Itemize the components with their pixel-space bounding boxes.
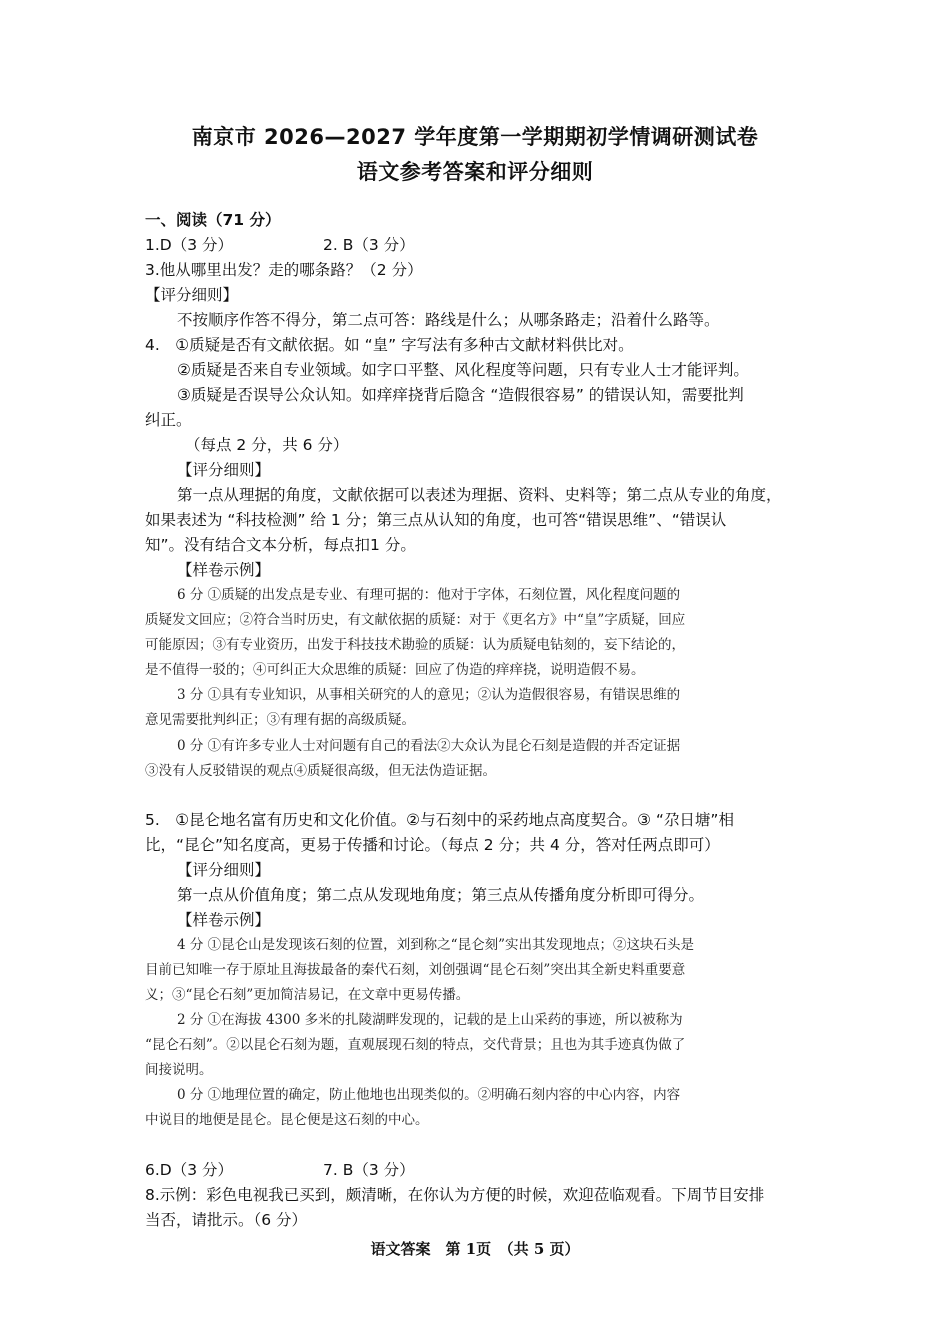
answer-q7: 7. B（3 分）: [323, 1161, 415, 1179]
q4-sample-line: 意见需要批判纠正；③有理有据的高级质疑。: [145, 712, 415, 728]
answer-q2: 2. B（3 分）: [323, 236, 415, 254]
q5-sample-line: 中说目的地便是昆仑。昆仑便是这石刻的中心。: [145, 1112, 429, 1128]
page-title: 南京市 2026—2027 学年度第一学期期初学情调研测试卷: [191, 125, 759, 149]
q5-rubric: 第一点从价值角度；第二点从发现地角度；第三点从传播角度分析即可得分。: [177, 886, 705, 904]
section-heading: 一、阅读（71 分）: [145, 211, 281, 229]
answer-q8: 8.示例：彩色电视我已买到，颇清晰，在你认为方便的时候，欢迎莅临观看。下周节目安排: [145, 1186, 765, 1204]
answer-q4-point3: ③质疑是否误导公众认知。如痒痒挠背后隐含 “造假很容易” 的错误认知，需要批判: [177, 386, 744, 404]
answer-q8-cont: 当否，请批示。（6 分）: [145, 1211, 308, 1229]
q4-rubric-line: 如果表述为 “科技检测” 给 1 分；第三点从认知的角度，也可答“错误思维”、“错误认: [145, 511, 727, 529]
answer-row-1-2: [145, 235, 415, 255]
q4-sample-line: 是不值得一驳的；④可纠正大众思维的质疑：回应了伪造的痒痒挠，说明造假不易。: [145, 662, 645, 678]
q4-sample-line: ③没有人反驳错误的观点④质疑很高级，但无法伪造证据。: [145, 763, 496, 779]
q4-sample-line: 0 分 ①有许多专业人士对问题有自己的看法②大众认为昆仑石刻是造假的并否定证据: [177, 738, 681, 754]
q5-sample-line: 义；③“昆仑石刻”更加简洁易记，在文章中更易传播。: [145, 987, 470, 1003]
answer-q5-cont: 比，“昆仑”知名度高，更易于传播和讨论。（每点 2 分；共 4 分，答对任两点即可）: [145, 836, 720, 854]
answer-q1: 1.D（3 分）: [145, 236, 234, 254]
answer-row-6-7: [145, 1160, 415, 1180]
rubric-label: 【评分细则】: [145, 286, 239, 304]
answer-q4-point2: ②质疑是否来自专业领域。如字口平整、风化程度等问题，只有专业人士才能评判。: [177, 361, 749, 379]
answer-q4-point1: 4. ①质疑是否有文献依据。如 “皇” 字写法有多种古文献材料供比对。: [145, 336, 634, 354]
q4-sample-line: 3 分 ①具有专业知识，从事相关研究的人的意见；②认为造假很容易，有错误思维的: [177, 687, 681, 703]
q5-sample-line: 2 分 ①在海拔 4300 多米的扎陵湖畔发现的，记载的是上山采药的事迹，所以被称为: [177, 1012, 683, 1028]
q5-sample-line: 目前已知唯一存于原址且海拔最备的秦代石刻，刘创强调“昆仑石刻”突出其全新史料重要意: [145, 962, 686, 978]
q4-sample-line: 可能原因；③有专业资历，出发于科技技术勘验的质疑：认为质疑电钻刻的，妄下结论的，: [145, 637, 685, 653]
q5-sample-line: “昆仑石刻”。②以昆仑石刻为题，直观展现石刻的特点，交代背景；且也为其手迹真伪做了: [145, 1037, 686, 1053]
answer-q4-point3-cont: 纠正。: [145, 411, 192, 429]
page-footer: 语文答案 第 1页 （共 5 页）: [370, 1240, 580, 1258]
page-subtitle: 语文参考答案和评分细则: [356, 160, 594, 184]
rubric-label: 【评分细则】: [177, 861, 271, 879]
q4-rubric-line: 知”。没有结合文本分析，每点扣1 分。: [145, 536, 416, 554]
q4-rubric-line: 第一点从理据的角度，文献依据可以表述为理据、资料、史料等；第二点从专业的角度，: [177, 486, 782, 504]
q3-rubric: 不按顺序作答不得分，第二点可答：路线是什么；从哪条路走；沿着什么路等。: [177, 311, 720, 329]
answer-q5: 5. ①昆仑地名富有历史和文化价值。②与石刻中的采药地点高度契合。③ “尕日塘”相: [145, 811, 734, 829]
rubric-label: 【评分细则】: [177, 461, 271, 479]
answer-q3: 3.他从哪里出发？走的哪条路？（2 分）: [145, 261, 423, 279]
q5-sample-line: 4 分 ①昆仑山是发现该石刻的位置，刘到称之“昆仑刻”实出其发现地点；②这块石头是: [177, 937, 694, 953]
q5-sample-line: 间接说明。: [145, 1062, 213, 1078]
q5-sample-line: 0 分 ①地理位置的确定，防止他地也出现类似的。②明确石刻内容的中心内容，内容: [177, 1087, 681, 1103]
sample-label: 【样卷示例】: [177, 561, 271, 579]
q4-sample-line: 质疑发文回应；②符合当时历史，有文献依据的质疑：对于《更名方》中“皇”字质疑，回应: [145, 612, 686, 628]
q4-sample-line: 6 分 ①质疑的出发点是专业、有理可据的：他对于字体，石刻位置，风化程度问题的: [177, 587, 681, 603]
sample-label: 【样卷示例】: [177, 911, 271, 929]
answer-q6: 6.D（3 分）: [145, 1161, 234, 1179]
q4-score: （每点 2 分，共 6 分）: [185, 436, 349, 454]
